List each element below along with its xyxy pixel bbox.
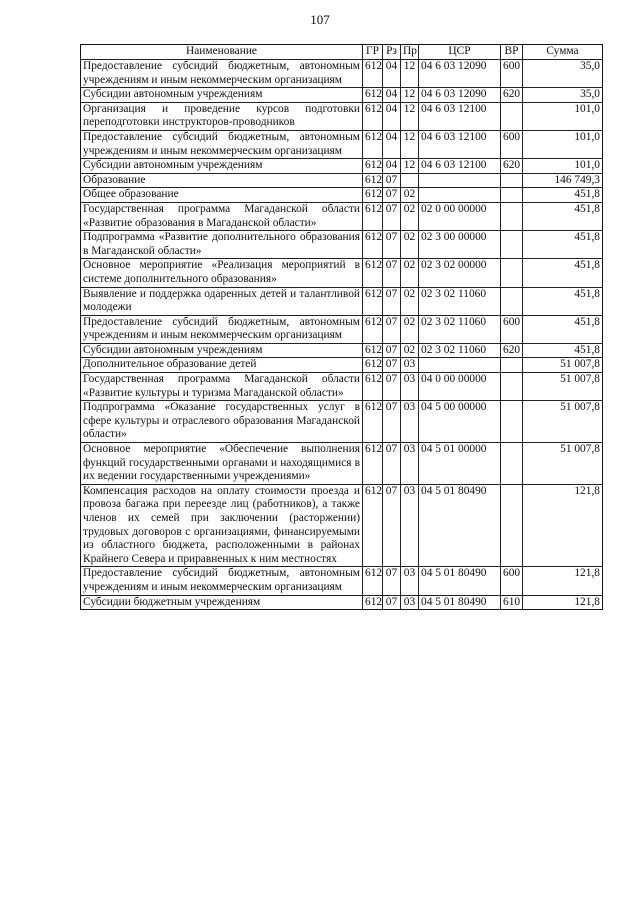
cell-pr: 03 <box>401 443 419 485</box>
cell-vr <box>501 401 523 443</box>
cell-rz: 07 <box>383 231 401 259</box>
table-header-row <box>81 45 603 60</box>
cell-rz: 07 <box>383 373 401 401</box>
cell-name: Выявление и поддержка одаренных детей и талантливой молодежи <box>81 287 363 315</box>
cell-pr: 03 <box>401 358 419 373</box>
cell-pr: 02 <box>401 188 419 203</box>
cell-pr: 02 <box>401 259 419 287</box>
cell-name: Субсидии автономным учреждениям <box>81 159 363 174</box>
cell-gr: 612 <box>363 159 383 174</box>
cell-sum: 451,8 <box>523 259 603 287</box>
cell-sum: 451,8 <box>523 231 603 259</box>
cell-pr: 03 <box>401 484 419 567</box>
cell-name: Подпрограмма «Оказание государственных услуг в сфере культуры и отраслевого образования Магаданской области» <box>81 401 363 443</box>
cell-pr: 03 <box>401 401 419 443</box>
cell-pr: 12 <box>401 130 419 158</box>
cell-gr: 612 <box>363 88 383 103</box>
cell-name: Подпрограмма «Развитие дополнительного образования в Магаданской области» <box>81 231 363 259</box>
cell-rz: 04 <box>383 102 401 130</box>
cell-name: Государственная программа Магаданской области «Развитие образования в Магаданской области» <box>81 202 363 230</box>
cell-csr: 02 3 02 11060 <box>419 315 501 343</box>
cell-gr: 612 <box>363 343 383 358</box>
cell-sum: 51 007,8 <box>523 401 603 443</box>
cell-vr <box>501 102 523 130</box>
cell-vr: 620 <box>501 343 523 358</box>
table-row <box>81 484 603 567</box>
cell-rz: 07 <box>383 358 401 373</box>
header-vr: ВР <box>501 45 523 60</box>
table-row <box>81 259 603 287</box>
table-row <box>81 595 603 610</box>
cell-sum: 451,8 <box>523 202 603 230</box>
cell-name: Основное мероприятие «Обеспечение выполнения функций государственными органами и находящимися в их ведении государственными учреждениями» <box>81 443 363 485</box>
cell-gr: 612 <box>363 401 383 443</box>
table-row <box>81 358 603 373</box>
cell-vr <box>501 173 523 188</box>
cell-sum: 51 007,8 <box>523 443 603 485</box>
cell-sum: 101,0 <box>523 130 603 158</box>
cell-name: Компенсация расходов на оплату стоимости проезда и провоза багажа при переезде лиц (работников), а также членов их семей при заключении (расторжении) трудовых договоров с организациями, финансируемыми из областного бюджета, расположенными в районах Крайнего Севера и приравненных к ним местностях <box>81 484 363 567</box>
header-pr: Пр <box>401 45 419 60</box>
cell-name: Общее образование <box>81 188 363 203</box>
cell-name: Предоставление субсидий бюджетным, автономным учреждениям и иным некоммерческим организациям <box>81 130 363 158</box>
cell-csr: 02 0 00 00000 <box>419 202 501 230</box>
cell-rz: 07 <box>383 595 401 610</box>
cell-name: Предоставление субсидий бюджетным, автономным учреждениям и иным некоммерческим организациям <box>81 567 363 595</box>
cell-rz: 07 <box>383 202 401 230</box>
cell-sum: 121,8 <box>523 595 603 610</box>
cell-vr <box>501 259 523 287</box>
cell-pr: 02 <box>401 202 419 230</box>
cell-gr: 612 <box>363 443 383 485</box>
cell-rz: 04 <box>383 60 401 88</box>
cell-csr: 04 0 00 00000 <box>419 373 501 401</box>
cell-gr: 612 <box>363 130 383 158</box>
table-row <box>81 287 603 315</box>
table-row <box>81 231 603 259</box>
cell-name: Основное мероприятие «Реализация мероприятий в системе дополнительного образования» <box>81 259 363 287</box>
cell-vr: 600 <box>501 130 523 158</box>
cell-gr: 612 <box>363 373 383 401</box>
cell-gr: 612 <box>363 60 383 88</box>
cell-gr: 612 <box>363 259 383 287</box>
cell-gr: 612 <box>363 102 383 130</box>
cell-sum: 451,8 <box>523 343 603 358</box>
table-row <box>81 173 603 188</box>
table-row <box>81 202 603 230</box>
cell-vr: 620 <box>501 159 523 174</box>
cell-gr: 612 <box>363 173 383 188</box>
table-row <box>81 159 603 174</box>
table-body <box>81 60 603 610</box>
cell-vr: 600 <box>501 60 523 88</box>
cell-name: Предоставление субсидий бюджетным, автономным учреждениям и иным некоммерческим организациям <box>81 60 363 88</box>
cell-pr: 02 <box>401 343 419 358</box>
cell-name: Дополнительное образование детей <box>81 358 363 373</box>
cell-rz: 07 <box>383 287 401 315</box>
cell-gr: 612 <box>363 484 383 567</box>
header-sum: Сумма <box>523 45 603 60</box>
cell-rz: 04 <box>383 159 401 174</box>
cell-sum: 101,0 <box>523 102 603 130</box>
table-row <box>81 102 603 130</box>
cell-name: Предоставление субсидий бюджетным, автономным учреждениям и иным некоммерческим организациям <box>81 315 363 343</box>
cell-csr <box>419 173 501 188</box>
cell-csr: 04 5 01 80490 <box>419 484 501 567</box>
cell-gr: 612 <box>363 231 383 259</box>
cell-vr <box>501 202 523 230</box>
cell-name: Организация и проведение курсов подготовки переподготовки инструкторов-проводников <box>81 102 363 130</box>
cell-vr: 600 <box>501 567 523 595</box>
cell-csr <box>419 358 501 373</box>
cell-vr: 610 <box>501 595 523 610</box>
cell-rz: 07 <box>383 401 401 443</box>
table-row <box>81 88 603 103</box>
table-row <box>81 315 603 343</box>
cell-rz: 07 <box>383 188 401 203</box>
cell-gr: 612 <box>363 188 383 203</box>
cell-csr: 02 3 02 11060 <box>419 287 501 315</box>
cell-sum: 451,8 <box>523 287 603 315</box>
cell-gr: 612 <box>363 202 383 230</box>
header-name: Наименование <box>81 45 363 60</box>
cell-pr: 03 <box>401 373 419 401</box>
cell-csr: 04 5 01 00000 <box>419 443 501 485</box>
cell-sum: 51 007,8 <box>523 373 603 401</box>
cell-sum: 121,8 <box>523 484 603 567</box>
cell-pr: 12 <box>401 102 419 130</box>
cell-csr: 04 6 03 12100 <box>419 102 501 130</box>
cell-name: Образование <box>81 173 363 188</box>
cell-pr: 12 <box>401 88 419 103</box>
cell-gr: 612 <box>363 595 383 610</box>
cell-rz: 07 <box>383 567 401 595</box>
cell-pr: 03 <box>401 595 419 610</box>
cell-name: Субсидии автономным учреждениям <box>81 88 363 103</box>
header-csr: ЦСР <box>419 45 501 60</box>
table-row <box>81 373 603 401</box>
cell-rz: 07 <box>383 173 401 188</box>
cell-csr: 04 6 03 12090 <box>419 60 501 88</box>
cell-rz: 07 <box>383 443 401 485</box>
cell-rz: 04 <box>383 130 401 158</box>
cell-gr: 612 <box>363 315 383 343</box>
cell-csr: 02 3 02 00000 <box>419 259 501 287</box>
cell-sum: 451,8 <box>523 188 603 203</box>
cell-csr: 04 6 03 12090 <box>419 88 501 103</box>
cell-sum: 101,0 <box>523 159 603 174</box>
cell-sum: 35,0 <box>523 88 603 103</box>
table-row <box>81 401 603 443</box>
cell-pr: 02 <box>401 287 419 315</box>
cell-name: Субсидии бюджетным учреждениям <box>81 595 363 610</box>
cell-sum: 51 007,8 <box>523 358 603 373</box>
cell-gr: 612 <box>363 358 383 373</box>
cell-csr: 04 6 03 12100 <box>419 159 501 174</box>
cell-rz: 07 <box>383 315 401 343</box>
table-row <box>81 443 603 485</box>
budget-table <box>80 44 603 610</box>
cell-vr: 620 <box>501 88 523 103</box>
cell-sum: 121,8 <box>523 567 603 595</box>
cell-vr <box>501 443 523 485</box>
cell-gr: 612 <box>363 287 383 315</box>
cell-pr: 03 <box>401 567 419 595</box>
cell-sum: 35,0 <box>523 60 603 88</box>
cell-name: Субсидии автономным учреждениям <box>81 343 363 358</box>
cell-gr: 612 <box>363 567 383 595</box>
header-gr: ГР <box>363 45 383 60</box>
cell-csr: 02 3 00 00000 <box>419 231 501 259</box>
cell-name: Государственная программа Магаданской области «Развитие культуры и туризма Магаданской области» <box>81 373 363 401</box>
cell-vr <box>501 287 523 315</box>
cell-csr: 04 5 01 80490 <box>419 595 501 610</box>
header-rz: Рз <box>383 45 401 60</box>
cell-rz: 07 <box>383 484 401 567</box>
cell-rz: 07 <box>383 343 401 358</box>
cell-csr: 04 6 03 12100 <box>419 130 501 158</box>
cell-rz: 07 <box>383 259 401 287</box>
cell-vr <box>501 231 523 259</box>
cell-pr: 02 <box>401 315 419 343</box>
cell-csr: 04 5 01 80490 <box>419 567 501 595</box>
table-row <box>81 343 603 358</box>
cell-pr: 02 <box>401 231 419 259</box>
cell-csr: 04 5 00 00000 <box>419 401 501 443</box>
cell-vr <box>501 188 523 203</box>
cell-pr: 12 <box>401 159 419 174</box>
table-row <box>81 188 603 203</box>
table-row <box>81 567 603 595</box>
cell-vr <box>501 358 523 373</box>
cell-vr: 600 <box>501 315 523 343</box>
cell-csr <box>419 188 501 203</box>
cell-sum: 451,8 <box>523 315 603 343</box>
page-number: 107 <box>310 12 330 27</box>
table-row <box>81 60 603 88</box>
cell-pr: 12 <box>401 60 419 88</box>
cell-sum: 146 749,3 <box>523 173 603 188</box>
cell-pr <box>401 173 419 188</box>
cell-vr <box>501 484 523 567</box>
cell-rz: 04 <box>383 88 401 103</box>
cell-vr <box>501 373 523 401</box>
cell-csr: 02 3 02 11060 <box>419 343 501 358</box>
table-row <box>81 130 603 158</box>
